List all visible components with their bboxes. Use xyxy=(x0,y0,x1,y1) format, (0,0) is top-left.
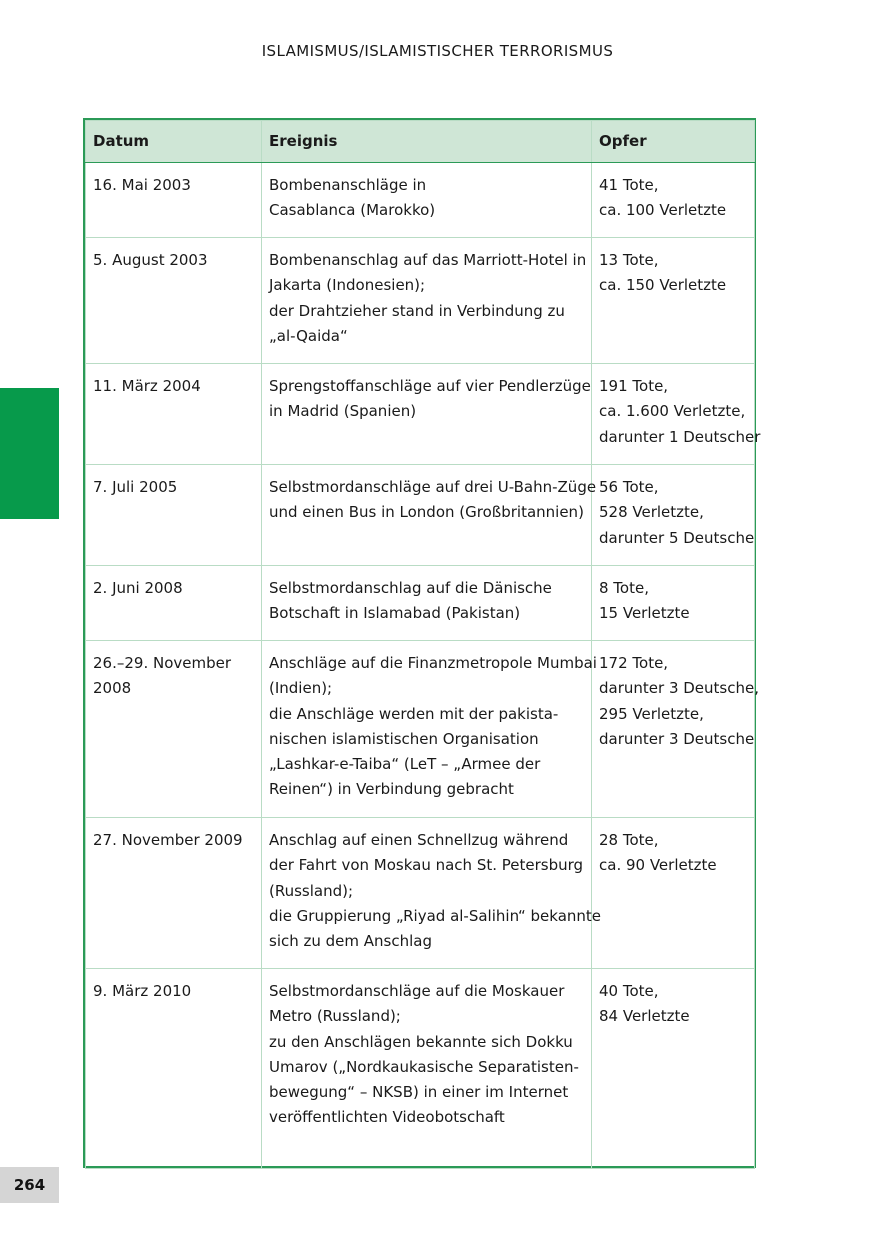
column-header-event: Ereignis xyxy=(262,121,592,163)
cell-date xyxy=(86,969,262,1169)
cell-victims-line: 28 Tote, xyxy=(599,831,659,849)
cell-victims xyxy=(592,969,755,1169)
cell-victims-line: 56 Tote, xyxy=(599,478,659,496)
events-table-frame xyxy=(83,118,761,1168)
cell-victims xyxy=(592,641,759,818)
cell-event-line: bewegung“ – NKSB) in einer im Internet xyxy=(269,1083,569,1102)
cell-event xyxy=(262,969,592,1169)
cell-victims xyxy=(592,465,755,566)
cell-event-line: Anschlag auf einen Schnellzug während xyxy=(269,831,569,849)
table-row xyxy=(86,465,755,566)
cell-event xyxy=(262,818,602,969)
cell-date-line: 16. Mai 2003 xyxy=(93,176,191,194)
running-header-title: ISLAMISMUS/ISLAMISTISCHER TERRORISMUS xyxy=(261,42,614,60)
cell-event-line: „al-Qaida“ xyxy=(269,326,348,345)
cell-victims-line: darunter 3 Deutsche xyxy=(599,729,755,748)
cell-event-line: veröffentlichten Videobotschaft xyxy=(269,1108,505,1127)
cell-date-line: 9. März 2010 xyxy=(93,982,192,1000)
cell-victims-line: 295 Verletzte, xyxy=(599,704,704,723)
cell-victims-line: 191 Tote, xyxy=(599,377,669,395)
cell-victims xyxy=(592,163,755,238)
cell-victims-line: darunter 5 Deutsche xyxy=(599,528,755,547)
cell-event-line: der Drahtzieher stand in Verbindung zu xyxy=(269,301,565,320)
cell-victims xyxy=(592,364,761,465)
cell-victims-line: ca. 90 Verletzte xyxy=(599,856,717,875)
cell-event xyxy=(262,163,592,238)
cell-event-line: „Lashkar-e-Taiba“ (LeT – „Armee der xyxy=(269,755,541,774)
cell-event-line: Selbstmordanschläge auf die Moskauer xyxy=(269,982,565,1000)
column-header-date: Datum xyxy=(86,121,262,163)
cell-event-line: Jakarta (Indonesien); xyxy=(269,276,426,295)
cell-event-line: Anschläge auf die Finanzmetropole Mumbai xyxy=(269,654,597,672)
cell-date-line: 11. März 2004 xyxy=(93,377,201,395)
cell-date-line: 5. August 2003 xyxy=(93,251,208,269)
cell-event-line: in Madrid (Spanien) xyxy=(269,402,417,421)
cell-date xyxy=(86,163,262,238)
cell-victims-line: 84 Verletzte xyxy=(599,1007,690,1026)
table-row xyxy=(86,641,755,818)
cell-event xyxy=(262,641,597,818)
cell-event xyxy=(262,465,597,566)
cell-victims-line: 13 Tote, xyxy=(599,251,659,269)
table-header-row xyxy=(86,121,755,163)
cell-event-line: Bombenanschlag auf das Marriott-Hotel in xyxy=(269,251,587,269)
cell-date xyxy=(86,364,262,465)
cell-date-line: 2. Juni 2008 xyxy=(93,579,183,597)
table-row xyxy=(86,238,755,364)
cell-event-line: Reinen“) in Verbindung gebracht xyxy=(269,780,514,799)
cell-victims-line: ca. 150 Verletzte xyxy=(599,276,727,295)
cell-victims xyxy=(592,566,755,641)
table-body xyxy=(86,163,761,1169)
cell-date xyxy=(86,641,262,818)
cell-event-line: Casablanca (Marokko) xyxy=(269,201,436,220)
cell-event-line: nischen islamistischen Organisation xyxy=(269,729,539,748)
cell-date-line: 2008 xyxy=(93,679,132,698)
table-row xyxy=(86,969,755,1169)
cell-event-line: (Russland); xyxy=(269,881,354,900)
cell-event-line: Sprengstoffanschläge auf vier Pendlerzüge xyxy=(269,377,591,395)
cell-victims-line: ca. 1.600 Verletzte, xyxy=(599,402,746,421)
cell-event-line: Metro (Russland); xyxy=(269,1007,401,1026)
cell-victims-line: 172 Tote, xyxy=(599,654,669,672)
cell-event-line: und einen Bus in London (Großbritannien) xyxy=(269,503,584,522)
cell-event-line: Botschaft in Islamabad (Pakistan) xyxy=(269,604,521,623)
cell-event-line: Bombenanschläge in xyxy=(269,176,427,194)
cell-event xyxy=(262,364,592,465)
page-number: 264 xyxy=(0,1167,59,1203)
cell-victims-line: 41 Tote, xyxy=(599,176,659,194)
chapter-marker-tab xyxy=(0,388,59,519)
table-row xyxy=(86,566,755,641)
events-table xyxy=(85,120,761,1169)
cell-victims-line: 15 Verletzte xyxy=(599,604,690,623)
cell-victims-line: darunter 3 Deutsche, xyxy=(599,679,759,698)
cell-victims-line: 40 Tote, xyxy=(599,982,659,1000)
cell-date-line: 27. November 2009 xyxy=(93,831,243,849)
cell-event-line: der Fahrt von Moskau nach St. Petersburg xyxy=(269,856,584,875)
cell-event-line: Umarov („Nordkaukasische Separatisten- xyxy=(269,1057,579,1076)
cell-event-line: zu den Anschlägen bekannte sich Dokku xyxy=(269,1032,573,1051)
cell-victims-line: 528 Verletzte, xyxy=(599,503,704,522)
cell-date xyxy=(86,465,262,566)
cell-date-line: 7. Juli 2005 xyxy=(93,478,178,496)
cell-date xyxy=(86,566,262,641)
cell-victims xyxy=(592,818,755,969)
column-header-victims: Opfer xyxy=(592,121,755,163)
cell-event-line: Selbstmordanschlag auf die Dänische xyxy=(269,579,552,597)
cell-event-line: Selbstmordanschläge auf drei U-Bahn-Züge xyxy=(269,478,597,496)
cell-event-line: die Gruppierung „Riyad al-Salihin“ bekannte xyxy=(269,906,602,925)
cell-event-line: die Anschläge werden mit der pakista- xyxy=(269,704,559,723)
cell-date xyxy=(86,818,262,969)
cell-victims-line: 8 Tote, xyxy=(599,579,649,597)
cell-date-line: 26.–29. November xyxy=(93,654,232,672)
table-row xyxy=(86,818,755,969)
table-row xyxy=(86,364,755,465)
cell-victims-line: darunter 1 Deutscher xyxy=(599,427,761,446)
cell-victims-line: ca. 100 Verletzte xyxy=(599,201,727,220)
cell-victims xyxy=(592,238,755,364)
cell-event-line: sich zu dem Anschlag xyxy=(269,932,433,951)
cell-event-line: (Indien); xyxy=(269,679,333,698)
cell-event xyxy=(262,238,592,364)
table-row xyxy=(86,163,755,238)
cell-event xyxy=(262,566,592,641)
cell-date xyxy=(86,238,262,364)
